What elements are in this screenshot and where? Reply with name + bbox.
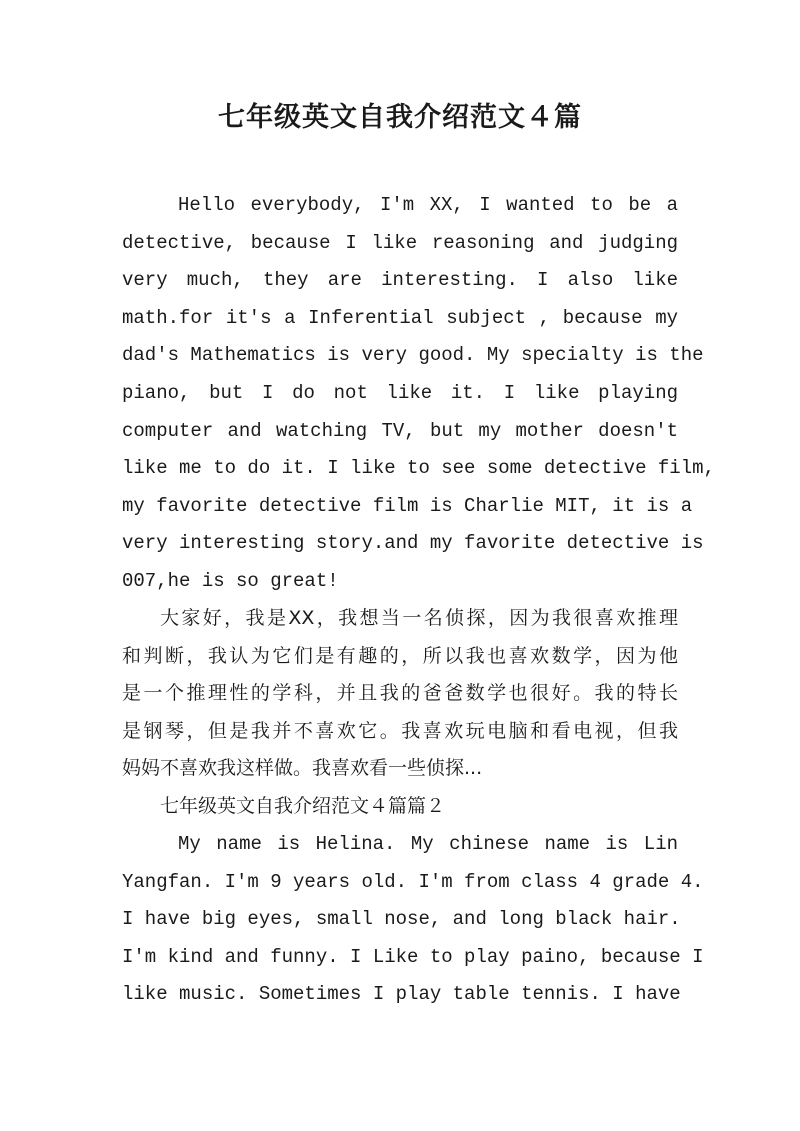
text-line: 是一个推理性的学科，并且我的爸爸数学也很好。我的特长 bbox=[122, 682, 678, 705]
text-line: like music. Sometimes I play table tennis. I have bbox=[122, 983, 681, 1006]
text-line: 是钢琴，但是我并不喜欢它。我喜欢玩电脑和看电视，但我 bbox=[122, 719, 678, 742]
text-line: math.for it's a Inferential subject , because my bbox=[122, 306, 678, 329]
text-line: dad's Mathematics is very good. My specialty is the bbox=[122, 344, 704, 367]
text-line: piano, but I do not like it. I like playing bbox=[122, 381, 678, 404]
text-line: 妈妈不喜欢我这样做。我喜欢看一些侦探... bbox=[122, 757, 483, 780]
text-line: 007,he is so great! bbox=[122, 569, 339, 592]
paragraph-chinese-intro bbox=[122, 600, 678, 788]
text-line: I'm kind and funny. I Like to play paino, because I bbox=[122, 945, 704, 968]
text-line: I have big eyes, small nose, and long black hair. bbox=[122, 908, 681, 931]
section-heading-2: 七年级英文自我介绍范文４篇篇２ bbox=[160, 795, 446, 817]
text-line: My name is Helina. My chinese name is Lin bbox=[178, 833, 678, 855]
text-line: Hello everybody, I'm XX, I wanted to be a bbox=[178, 194, 678, 216]
text-line: 和判断，我认为它们是有趣的，所以我也喜欢数学，因为他 bbox=[122, 644, 678, 667]
text-line: computer and watching TV, but my mother doesn't bbox=[122, 419, 678, 442]
text-line: very much, they are interesting. I also like bbox=[122, 269, 678, 292]
text-line: like me to do it. I like to see some detective film, bbox=[122, 457, 715, 480]
text-line: very interesting story.and my favorite detective is bbox=[122, 532, 704, 555]
text-line: my favorite detective film is Charlie MIT, it is a bbox=[122, 494, 693, 517]
text-line: Yangfan. I'm 9 years old. I'm from class 4 grade 4. bbox=[122, 870, 704, 893]
paragraph-english-intro bbox=[122, 187, 715, 601]
text-line: 大家好，我是XX，我想当一名侦探，因为我很喜欢推理 bbox=[160, 607, 678, 629]
text-line: detective, because I like reasoning and judging bbox=[122, 231, 678, 254]
paragraph-english-helina bbox=[122, 826, 704, 1014]
page-title: 七年级英文自我介绍范文４篇 bbox=[218, 102, 582, 133]
